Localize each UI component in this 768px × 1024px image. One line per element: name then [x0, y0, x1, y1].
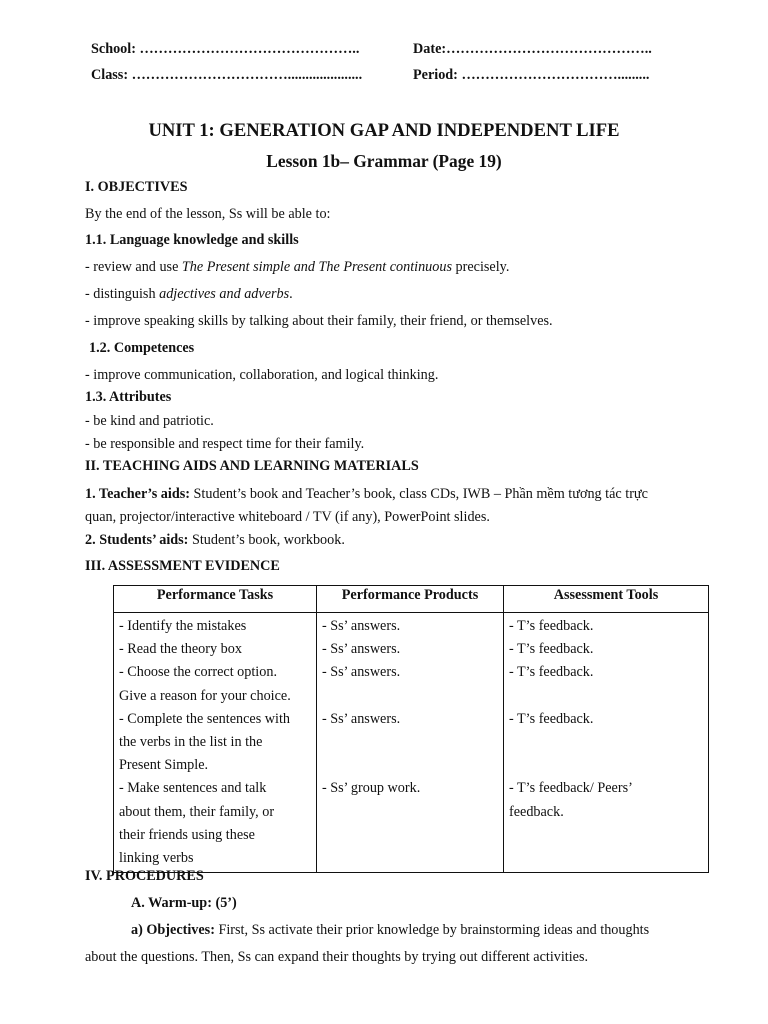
products-cell [317, 613, 504, 873]
lesson-title: Lesson 1b– Grammar (Page 19) [266, 151, 502, 171]
column-header: Assessment Tools [504, 586, 709, 613]
task-line: their friends using these [119, 826, 255, 843]
class-field: Class: ……………………………..................... [91, 67, 363, 83]
school-field: School: ……………………………………….. [91, 41, 360, 57]
teacher-aids-line [85, 486, 648, 503]
product-line: - Ss’ answers. [322, 710, 401, 727]
objective-text: - review and use [85, 259, 182, 275]
tool-line: - T’s feedback/ Peers’ [509, 780, 633, 797]
student-aids-text: Student’s book, workbook. [188, 532, 345, 548]
product-line: - Ss’ group work. [322, 780, 421, 797]
warmup-heading: A. Warm-up: (5’) [131, 895, 237, 911]
teaching-aids-heading: II. TEACHING AIDS AND LEARNING MATERIALS [85, 458, 419, 474]
task-line: linking verbs [119, 850, 194, 867]
objective-emphasis: The Present simple and The Present continuous [181, 259, 452, 275]
task-line: Present Simple. [119, 757, 209, 774]
objective-item: - improve speaking skills by talking about their family, their friend, or themselves. [85, 313, 553, 329]
date-field: Date:…………………………………….. [413, 41, 652, 57]
assessment-heading: III. ASSESSMENT EVIDENCE [85, 558, 280, 574]
objective-text: - distinguish [85, 286, 160, 302]
objective-text: . [289, 286, 293, 302]
task-line: - Read the theory box [119, 641, 242, 658]
unit-title: UNIT 1: GENERATION GAP AND INDEPENDENT LIFE [148, 120, 620, 141]
product-line: - Ss’ answers. [322, 664, 401, 681]
attribute-item: - be kind and patriotic. [85, 413, 214, 429]
task-line: Give a reason for your choice. [119, 687, 291, 704]
objectives-intro: By the end of the lesson, Ss will be able to: [85, 206, 331, 222]
student-aids-label: 2. Students’ aids: [85, 532, 189, 548]
teacher-aids-text: Student’s book and Teacher’s book, class CDs, IWB – Phần mềm tương tác trực [189, 486, 648, 502]
column-header: Performance Tasks [114, 586, 317, 613]
objective-text: precisely. [451, 259, 510, 275]
warmup-objectives-label: a) Objectives: [131, 922, 215, 938]
competences-heading: 1.2. Competences [89, 340, 195, 356]
assessment-table [113, 585, 709, 873]
teacher-aids-line-2: quan, projector/interactive whiteboard / TV (if any), PowerPoint slides. [85, 509, 490, 525]
competence-item: - improve communication, collaboration, and logical thinking. [85, 367, 439, 383]
table-row [114, 613, 709, 873]
attributes-heading: 1.3. Attributes [85, 389, 172, 405]
tool-line: feedback. [509, 803, 564, 820]
warmup-objectives-line [131, 922, 649, 939]
task-line: - Complete the sentences with [119, 710, 290, 727]
tool-line: - T’s feedback. [509, 641, 594, 658]
objective-item [85, 259, 509, 276]
objective-emphasis: adjectives and adverbs [159, 286, 290, 302]
knowledge-skills-heading: 1.1. Language knowledge and skills [85, 232, 299, 248]
product-line: - Ss’ answers. [322, 618, 401, 634]
period-field: Period: ……………………………......... [413, 67, 650, 83]
attribute-item: - be responsible and respect time for their family. [85, 436, 365, 452]
task-line: - Make sentences and talk [119, 780, 267, 797]
tool-line: - T’s feedback. [509, 618, 594, 634]
student-aids-line [85, 532, 345, 549]
teacher-aids-label: 1. Teacher’s aids: [85, 486, 190, 502]
tool-line: - T’s feedback. [509, 664, 594, 681]
table-header-row [114, 586, 709, 613]
tools-cell [504, 613, 709, 873]
task-line: - Identify the mistakes [119, 618, 247, 634]
objectives-heading: I. OBJECTIVES [85, 179, 188, 195]
product-line: - Ss’ answers. [322, 641, 401, 658]
warmup-objectives-line-2: about the questions. Then, Ss can expand their thoughts by trying out different activities. [85, 949, 589, 965]
objective-item [85, 286, 293, 303]
task-line: the verbs in the list in the [119, 734, 263, 751]
column-header: Performance Products [317, 586, 504, 613]
task-line: - Choose the correct option. [119, 664, 277, 681]
warmup-objectives-text: First, Ss activate their prior knowledge by brainstorming ideas and thoughts [214, 922, 650, 938]
procedures-heading: IV. PROCEDURES [85, 868, 204, 884]
task-line: about them, their family, or [119, 803, 275, 820]
tasks-cell [114, 613, 317, 873]
tool-line: - T’s feedback. [509, 710, 594, 727]
